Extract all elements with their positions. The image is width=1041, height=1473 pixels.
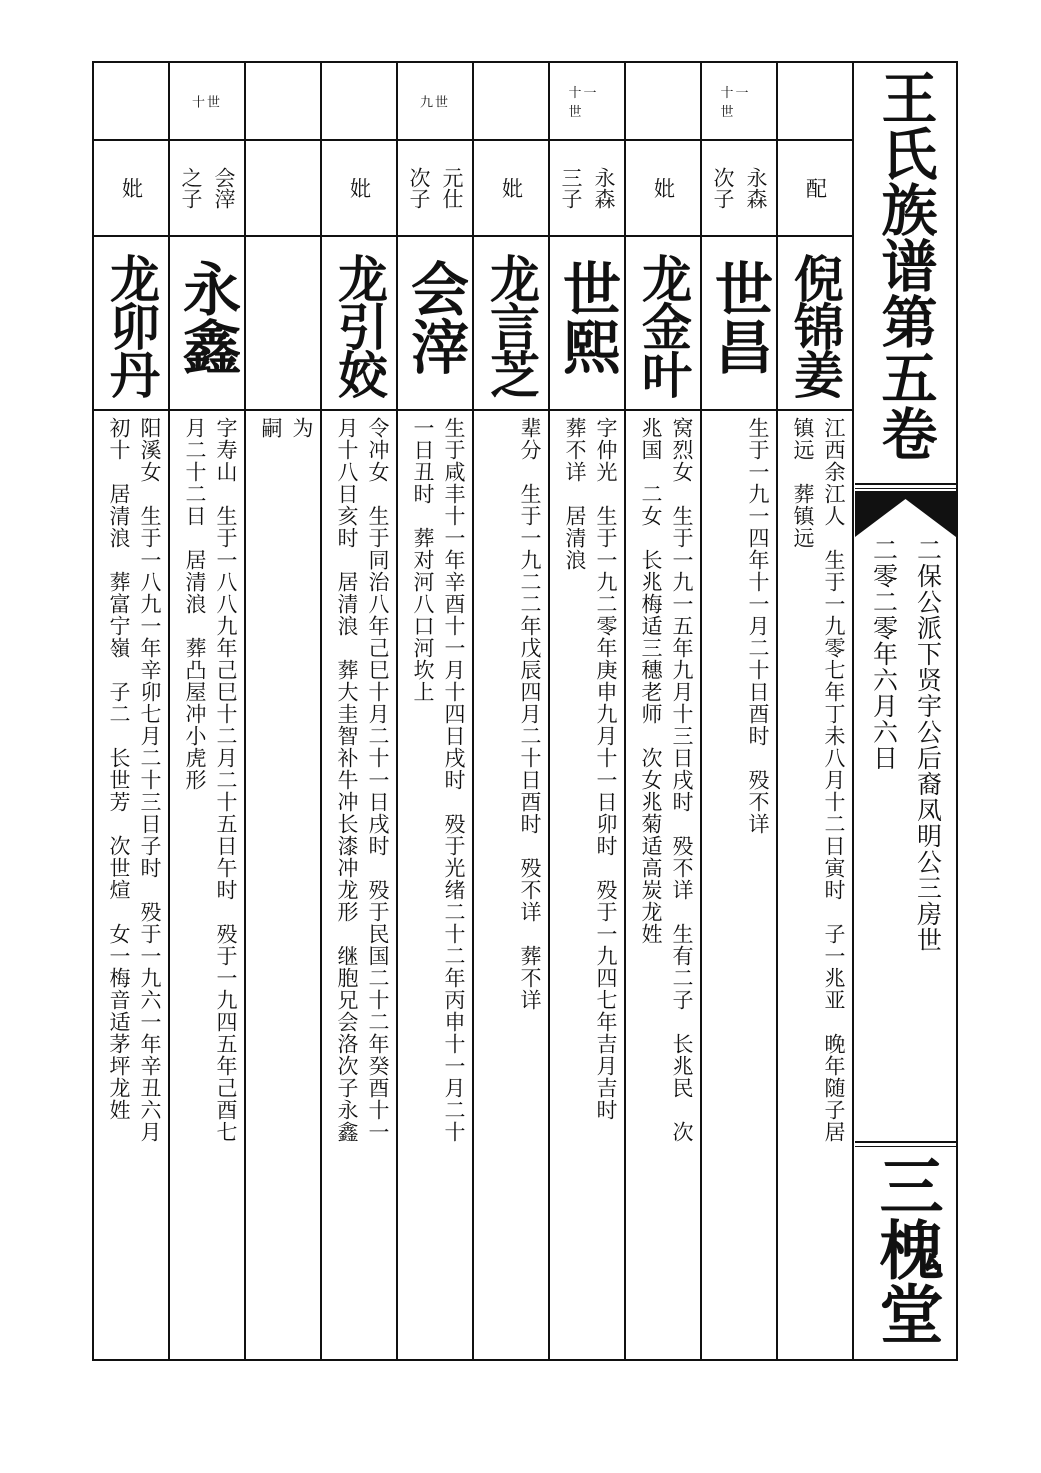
biography-text: 阳溪女 生于一八九一年辛卯七月二十三日子时 殁于一九六一年辛丑六月 初十 居清浪 葬富宁嶺 子二 长世芳 次世煊 女一梅音适茅坪龙姓: [107, 417, 162, 1143]
column-2: [702, 63, 778, 1359]
biography-text: 为 嗣: [259, 417, 314, 439]
relation-label: 会滓 之子: [179, 167, 236, 209]
column-8: [246, 63, 322, 1359]
relation-label: 配: [803, 177, 828, 199]
column-1: [778, 63, 854, 1359]
title-block: [855, 63, 956, 1359]
column-5: [474, 63, 550, 1359]
person-name: 龙言芝: [482, 253, 541, 397]
relation-label: 妣: [119, 177, 144, 199]
subtitle-line-date: 二零二零年六月六日: [869, 537, 899, 771]
book-title: 王氏族谱第五卷: [872, 69, 939, 461]
fish-tail-ornament-icon: [855, 491, 956, 537]
person-name: 龙卯丹: [102, 253, 161, 397]
generation-label: 十一世: [720, 86, 751, 120]
column-4: [550, 63, 626, 1359]
genealogy-page: [92, 61, 958, 1361]
genealogy-table: [94, 63, 855, 1359]
person-name: 会滓: [401, 259, 469, 375]
person-name: 世昌: [705, 259, 773, 375]
column-3: [626, 63, 702, 1359]
person-name: 世熙: [553, 259, 621, 375]
biography-text: 字仲光 生于一九二零年庚申九月十一日卯时 殁于一九四七年吉月吉时 葬不详 居清浪: [563, 417, 618, 1121]
person-name: 永鑫: [173, 259, 241, 375]
biography-text: 生于一九一四年十一月二十日酉时 殁不详: [746, 417, 770, 835]
generation-label: 十世: [191, 95, 223, 111]
biography-text: 窝烈女 生于一九一五年九月十三日戌时 殁不详 生有二子 长兆民 次 兆国 二女 长兆梅适三穗老师 次女兆菊适高炭龙姓: [639, 417, 694, 1143]
generation-label: 九世: [419, 95, 451, 111]
column-7: [322, 63, 398, 1359]
person-name: 龙引姣: [330, 253, 389, 397]
relation-label: 永森 三子: [559, 167, 616, 209]
column-6: [398, 63, 474, 1359]
divider: [855, 1141, 956, 1143]
hall-name: 三槐堂: [868, 1153, 944, 1345]
person-name: 倪锦姜: [786, 253, 845, 397]
person-name: 龙金叶: [634, 253, 693, 397]
relation-label: 妣: [347, 177, 372, 199]
relation-label: 永森 次子: [711, 167, 768, 209]
biography-text: 令冲女 生于同治八年己巳十月二十一日戌时 殁于民国二十二年癸酉十一 月十八日亥时 居清浪 葬大圭智补牛冲长漆冲龙形 继胞兄会洛次子永鑫: [335, 417, 390, 1143]
biography-text: 江西余江人 生于一九零七年丁未八月十二日寅时 子一兆亚 晚年随子居 镇远 葬镇远: [791, 417, 846, 1143]
subtitle-line-lineage: 二保公派下贤宇公后裔凤明公三房世: [913, 537, 943, 953]
biography-text: 生于咸丰十一年辛酉十一月十四日戌时 殁于光绪二十二年丙申十一月二十 一日丑时 葬对河八口河坎上: [411, 417, 466, 1143]
relation-label: 妣: [499, 177, 524, 199]
generation-label: 十一世: [568, 86, 599, 120]
relation-label: 妣: [651, 177, 676, 199]
column-9: [170, 63, 246, 1359]
biography-text: 辈分 生于一九二二年戊辰四月二十日酉时 殁不详 葬不详: [518, 417, 542, 1011]
biography-text: 字寿山 生于一八八九年己巳十二月二十五日午时 殁于一九四五年己酉七 月二十二日 居清浪 葬凸屋冲小虎形: [183, 417, 238, 1143]
column-10: [94, 63, 170, 1359]
relation-label: 元仕 次子: [407, 167, 464, 209]
divider: [855, 483, 956, 485]
